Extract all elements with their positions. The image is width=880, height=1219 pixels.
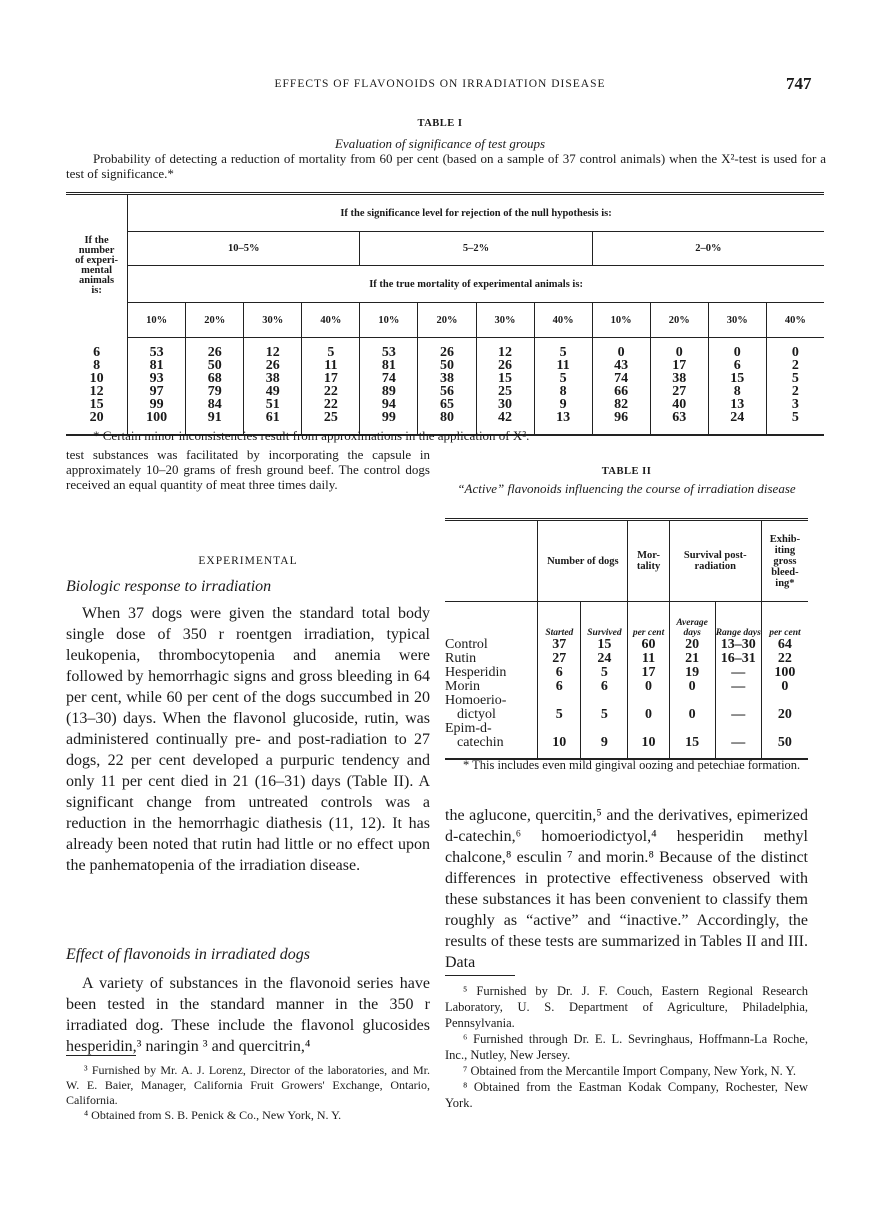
cell: 27 bbox=[672, 384, 687, 399]
cell: 37 bbox=[538, 638, 581, 652]
cell: 63 bbox=[672, 410, 687, 425]
table2 bbox=[445, 518, 808, 760]
cell: 6 bbox=[733, 358, 741, 373]
row-name-line: catechin bbox=[457, 735, 504, 750]
table2-title: “Active” flavonoids influencing the course of irradiation disease bbox=[457, 481, 796, 496]
cell: — bbox=[715, 680, 761, 694]
cell: 15 bbox=[498, 371, 513, 386]
cell: 50 bbox=[207, 358, 222, 373]
sub-header: per cent bbox=[761, 602, 808, 639]
cell: 84 bbox=[207, 397, 222, 412]
cell: — bbox=[715, 694, 761, 722]
cell: 0 bbox=[669, 680, 715, 694]
cell: 25 bbox=[498, 384, 513, 399]
body-paragraph: A variety of substances in the flavonoid series have been tested in the standard manner in the 350 r irradiated dog. These include the flavonol glucosides hesperidin,³ naringin ³ and quercitrin,⁴ bbox=[66, 975, 430, 1055]
data-column bbox=[360, 338, 418, 436]
mortality-col: 30% bbox=[476, 303, 534, 338]
footnote: ⁴ Obtained from S. B. Penick & Co., New York, N. Y. bbox=[84, 1108, 342, 1122]
footnote: ⁷ Obtained from the Mercantile Import Company, New York, N. Y. bbox=[463, 1064, 797, 1078]
cell: 10 bbox=[628, 722, 669, 759]
cell: 15 bbox=[581, 638, 628, 652]
cell: 74 bbox=[381, 371, 396, 386]
cell: 40 bbox=[672, 397, 687, 412]
footnote: ⁸ Obtained from the Eastman Kodak Company, Rochester, New York. bbox=[445, 1080, 808, 1110]
row-name-line: Homoerio- bbox=[445, 693, 507, 708]
sub-header: Range days bbox=[715, 602, 761, 639]
cell: 81 bbox=[149, 358, 164, 373]
cell: 13 bbox=[556, 410, 571, 425]
data-column bbox=[418, 338, 476, 436]
stub-line: of experi- bbox=[75, 255, 118, 267]
cell: 15 bbox=[89, 396, 104, 412]
cell: 11 bbox=[628, 652, 669, 666]
subheading: Biologic response to irradiation bbox=[66, 578, 272, 595]
cell: 68 bbox=[207, 371, 222, 386]
cell: 66 bbox=[614, 384, 629, 399]
cell: 17 bbox=[323, 371, 338, 386]
table1-description: Probability of detecting a reduction of mortality from 60 per cent (based on a sample of 37 control animals) when the X²-test is used for a test of significance.* bbox=[66, 151, 826, 181]
cell: 100 bbox=[761, 666, 808, 680]
data-column bbox=[534, 338, 592, 436]
cell: 0 bbox=[733, 345, 741, 360]
row-name: Hesperidin bbox=[445, 665, 507, 680]
cell: 89 bbox=[381, 384, 396, 399]
mortality-col: 20% bbox=[186, 303, 244, 338]
cell: 20 bbox=[761, 694, 808, 722]
data-column bbox=[592, 338, 650, 436]
cell: 0 bbox=[628, 694, 669, 722]
cell: 42 bbox=[498, 410, 513, 425]
cell: 56 bbox=[439, 384, 454, 399]
cell: 25 bbox=[323, 410, 338, 425]
cell: 5 bbox=[559, 345, 567, 360]
mortality-col: 40% bbox=[766, 303, 824, 338]
mortality-col: 30% bbox=[244, 303, 302, 338]
stub-line: number bbox=[78, 245, 115, 257]
data-column bbox=[476, 338, 534, 436]
sub-header: Survived bbox=[581, 602, 628, 639]
cell: 26 bbox=[439, 345, 454, 360]
cell: 79 bbox=[207, 384, 222, 399]
significance-group: 5–2% bbox=[360, 232, 592, 266]
row-name bbox=[445, 722, 538, 759]
footnote: ³ Furnished by Mr. A. J. Lorenz, Director of the laboratories, and Mr. W. E. Baier, Manager, California Fruit Growers' Exchange, Ontario, California. bbox=[66, 1063, 430, 1107]
row-name-line: Epim-d- bbox=[445, 721, 492, 736]
cell: 12 bbox=[265, 345, 280, 360]
cell: 49 bbox=[265, 384, 280, 399]
body-paragraph: the aglucone, quercitin,⁵ and the derivatives, epimerized d-catechin,⁶ homoeriodictyol,⁴ hesperidin methyl chalcone,⁸ esculin ⁷ and morin.⁸ Because of the distinct differences in protective effectiveness observed with these substances it has been convenient to classify them roughly as “active” and “inactive.” Accordingly, the results of these tests are summarized in Tables II and III. Data bbox=[445, 807, 808, 971]
table-row bbox=[445, 652, 808, 666]
footnote: ⁶ Furnished through Dr. E. L. Sevringhaus, Hoffmann-La Roche, Inc., Nutley, New Jersey. bbox=[445, 1032, 808, 1062]
row-name: Morin bbox=[445, 679, 480, 694]
mortality-col: 10% bbox=[128, 303, 186, 338]
cell: 5 bbox=[538, 694, 581, 722]
cell: 5 bbox=[791, 371, 799, 386]
data-column bbox=[708, 338, 766, 436]
cell: 8 bbox=[93, 357, 101, 373]
cell: 2 bbox=[791, 358, 799, 373]
cell: 13 bbox=[730, 397, 745, 412]
mortality-col: 10% bbox=[592, 303, 650, 338]
cell: 82 bbox=[614, 397, 629, 412]
cell: 24 bbox=[581, 652, 628, 666]
data-column bbox=[650, 338, 708, 436]
cell: 17 bbox=[628, 666, 669, 680]
data-column bbox=[244, 338, 302, 436]
data-column bbox=[302, 338, 360, 436]
sub-header: per cent bbox=[628, 602, 669, 639]
left-continuation-paragraph: test substances was facilitated by incorporating the capsule in approximately 10–20 grams of fresh ground beef. The control dogs received an equal quantity of meat three times daily. bbox=[66, 447, 430, 492]
cell: 0 bbox=[669, 694, 715, 722]
cell: 0 bbox=[628, 680, 669, 694]
cell: 60 bbox=[628, 638, 669, 652]
cell: 96 bbox=[614, 410, 629, 425]
cell: 15 bbox=[730, 371, 745, 386]
cell: 20 bbox=[669, 638, 715, 652]
cell: 93 bbox=[149, 371, 164, 386]
cell: 80 bbox=[439, 410, 454, 425]
table1 bbox=[66, 192, 824, 436]
significance-header: If the significance level for rejection of the null hypothesis is: bbox=[128, 194, 824, 232]
table1-title: Evaluation of significance of test groups bbox=[334, 136, 546, 151]
cell: 97 bbox=[149, 384, 164, 399]
cell: 30 bbox=[498, 397, 513, 412]
cell: 11 bbox=[324, 358, 338, 373]
table2-footnote bbox=[445, 758, 808, 773]
cell: 24 bbox=[730, 410, 745, 425]
stub-line: mental bbox=[81, 265, 113, 277]
subheading: Effect of flavonoids in irradiated dogs bbox=[66, 946, 310, 963]
group-header-mortality: Mor-tality bbox=[628, 520, 669, 602]
group-header-bleeding: Exhib-iting gross bleed-ing* bbox=[761, 520, 808, 602]
data-column bbox=[186, 338, 244, 436]
cell: 11 bbox=[556, 358, 570, 373]
table-row bbox=[445, 722, 808, 759]
stub-line: If the bbox=[84, 235, 109, 247]
cell: 61 bbox=[265, 410, 280, 425]
cell: 6 bbox=[93, 344, 101, 360]
cell: 2 bbox=[791, 384, 799, 399]
body-paragraph: When 37 dogs were given the standard total body single dose of 350 r roentgen irradiation, typical leukopenia, thrombocytopenia and anemia were followed by hemorrhagic signs and gross bleeding in 64 per cent, while 60 per cent of the dogs succumbed in 20 (13–30) days. When the flavonol glucoside, rutin, was administered continually pre- and post-radiation to 27 dogs, 22 per cent developed a purpuric tendency and only 11 per cent died in 21 (16–31) days (Table II). A significant change from untreated controls was a reduction in the hemorrhagic diathesis (11, 12). It has already been noted that rutin had little or no effect upon the panhematopenia of the irradiation disease. bbox=[66, 605, 430, 874]
cell: 10 bbox=[538, 722, 581, 759]
footnotes-right bbox=[445, 983, 808, 1111]
significance-group: 10–5% bbox=[128, 232, 360, 266]
table-row bbox=[445, 638, 808, 652]
cell: — bbox=[715, 666, 761, 680]
cell: 16–31 bbox=[715, 652, 761, 666]
cell: 26 bbox=[207, 345, 222, 360]
cell: 6 bbox=[538, 680, 581, 694]
sub-header: Started bbox=[538, 602, 581, 639]
stub-line: is: bbox=[91, 285, 102, 297]
cell: 10 bbox=[89, 370, 104, 386]
cell: 17 bbox=[672, 358, 687, 373]
sub-header: Average days bbox=[669, 602, 715, 639]
cell: 38 bbox=[672, 371, 687, 386]
mortality-col: 30% bbox=[708, 303, 766, 338]
footnote: * This includes even mild gingival oozing and petechiae formation. bbox=[463, 758, 801, 772]
cell: 6 bbox=[538, 666, 581, 680]
mortality-col: 10% bbox=[360, 303, 418, 338]
table1-label: TABLE I bbox=[417, 118, 463, 129]
mortality-col: 20% bbox=[650, 303, 708, 338]
mortality-col: 20% bbox=[418, 303, 476, 338]
group-header-survival: Survival post-radiation bbox=[669, 520, 761, 602]
cell: 99 bbox=[381, 410, 396, 425]
cell: 38 bbox=[265, 371, 280, 386]
table1-stub-header bbox=[66, 194, 128, 338]
footnote-rule bbox=[445, 975, 515, 976]
cell: 5 bbox=[327, 345, 335, 360]
cell: 9 bbox=[581, 722, 628, 759]
table1-data-row bbox=[66, 338, 824, 436]
table1-footnote: * Certain minor inconsistencies result from approximations in the application of X². bbox=[93, 428, 530, 443]
cell: 6 bbox=[581, 680, 628, 694]
cell: 65 bbox=[439, 397, 454, 412]
table2-label: TABLE II bbox=[601, 466, 652, 477]
stub-empty bbox=[445, 602, 538, 639]
group-header-dogs: Number of dogs bbox=[538, 520, 628, 602]
cell: 0 bbox=[761, 680, 808, 694]
table-row bbox=[445, 680, 808, 694]
cell: 53 bbox=[381, 345, 396, 360]
cell: 5 bbox=[791, 410, 799, 425]
data-column bbox=[766, 338, 824, 436]
cell: 0 bbox=[617, 345, 625, 360]
cell: 100 bbox=[146, 410, 168, 425]
cell: 50 bbox=[439, 358, 454, 373]
cell: 51 bbox=[265, 397, 280, 412]
row-name: Control bbox=[445, 637, 488, 652]
footnote: ⁵ Furnished by Dr. J. F. Couch, Eastern Regional Research Laboratory, U. S. Department of Agriculture, Philadelphia, Pennsylvania. bbox=[445, 984, 808, 1030]
table-row bbox=[445, 694, 808, 722]
cell: 9 bbox=[559, 397, 567, 412]
running-head: EFFECTS OF FLAVONOIDS ON IRRADIATION DISEASE bbox=[274, 78, 606, 90]
row-name-line: dictyol bbox=[457, 707, 496, 722]
cell: 64 bbox=[761, 638, 808, 652]
cell: 99 bbox=[149, 397, 164, 412]
table-row bbox=[445, 666, 808, 680]
cell: 26 bbox=[498, 358, 513, 373]
cell: 26 bbox=[265, 358, 280, 373]
cell: 21 bbox=[669, 652, 715, 666]
cell: 8 bbox=[733, 384, 741, 399]
animals-column bbox=[66, 338, 128, 436]
cell: 15 bbox=[669, 722, 715, 759]
cell: 12 bbox=[498, 345, 513, 360]
cell: 53 bbox=[149, 345, 164, 360]
cell: 43 bbox=[614, 358, 629, 373]
stub-line: animals bbox=[79, 275, 115, 287]
data-column bbox=[128, 338, 186, 436]
cell: 3 bbox=[791, 397, 799, 412]
row-name bbox=[445, 694, 538, 722]
table2-stub-header bbox=[445, 520, 538, 602]
cell: 94 bbox=[381, 397, 396, 412]
mortality-header: If the true mortality of experimental animals is: bbox=[128, 266, 824, 303]
cell: 20 bbox=[89, 409, 104, 425]
cell: 5 bbox=[581, 666, 628, 680]
cell: 27 bbox=[538, 652, 581, 666]
cell: — bbox=[715, 722, 761, 759]
cell: 0 bbox=[675, 345, 683, 360]
footnote-rule bbox=[66, 1055, 136, 1056]
cell: 38 bbox=[439, 371, 454, 386]
mortality-col: 40% bbox=[534, 303, 592, 338]
footnotes-left bbox=[66, 1063, 430, 1123]
cell: 5 bbox=[559, 371, 567, 386]
cell: 81 bbox=[381, 358, 396, 373]
section-heading: EXPERIMENTAL bbox=[198, 555, 298, 567]
significance-group: 2–0% bbox=[592, 232, 824, 266]
cell: 8 bbox=[559, 384, 567, 399]
cell: 22 bbox=[323, 397, 338, 412]
cell: 0 bbox=[791, 345, 799, 360]
cell: 13–30 bbox=[715, 638, 761, 652]
cell: 12 bbox=[89, 383, 104, 399]
cell: 91 bbox=[207, 410, 222, 425]
page-number: 747 bbox=[786, 74, 812, 93]
cell: 50 bbox=[761, 722, 808, 759]
mortality-col: 40% bbox=[302, 303, 360, 338]
row-name: Rutin bbox=[445, 651, 477, 666]
cell: 5 bbox=[581, 694, 628, 722]
cell: 22 bbox=[761, 652, 808, 666]
cell: 19 bbox=[669, 666, 715, 680]
cell: 74 bbox=[614, 371, 629, 386]
cell: 22 bbox=[323, 384, 338, 399]
